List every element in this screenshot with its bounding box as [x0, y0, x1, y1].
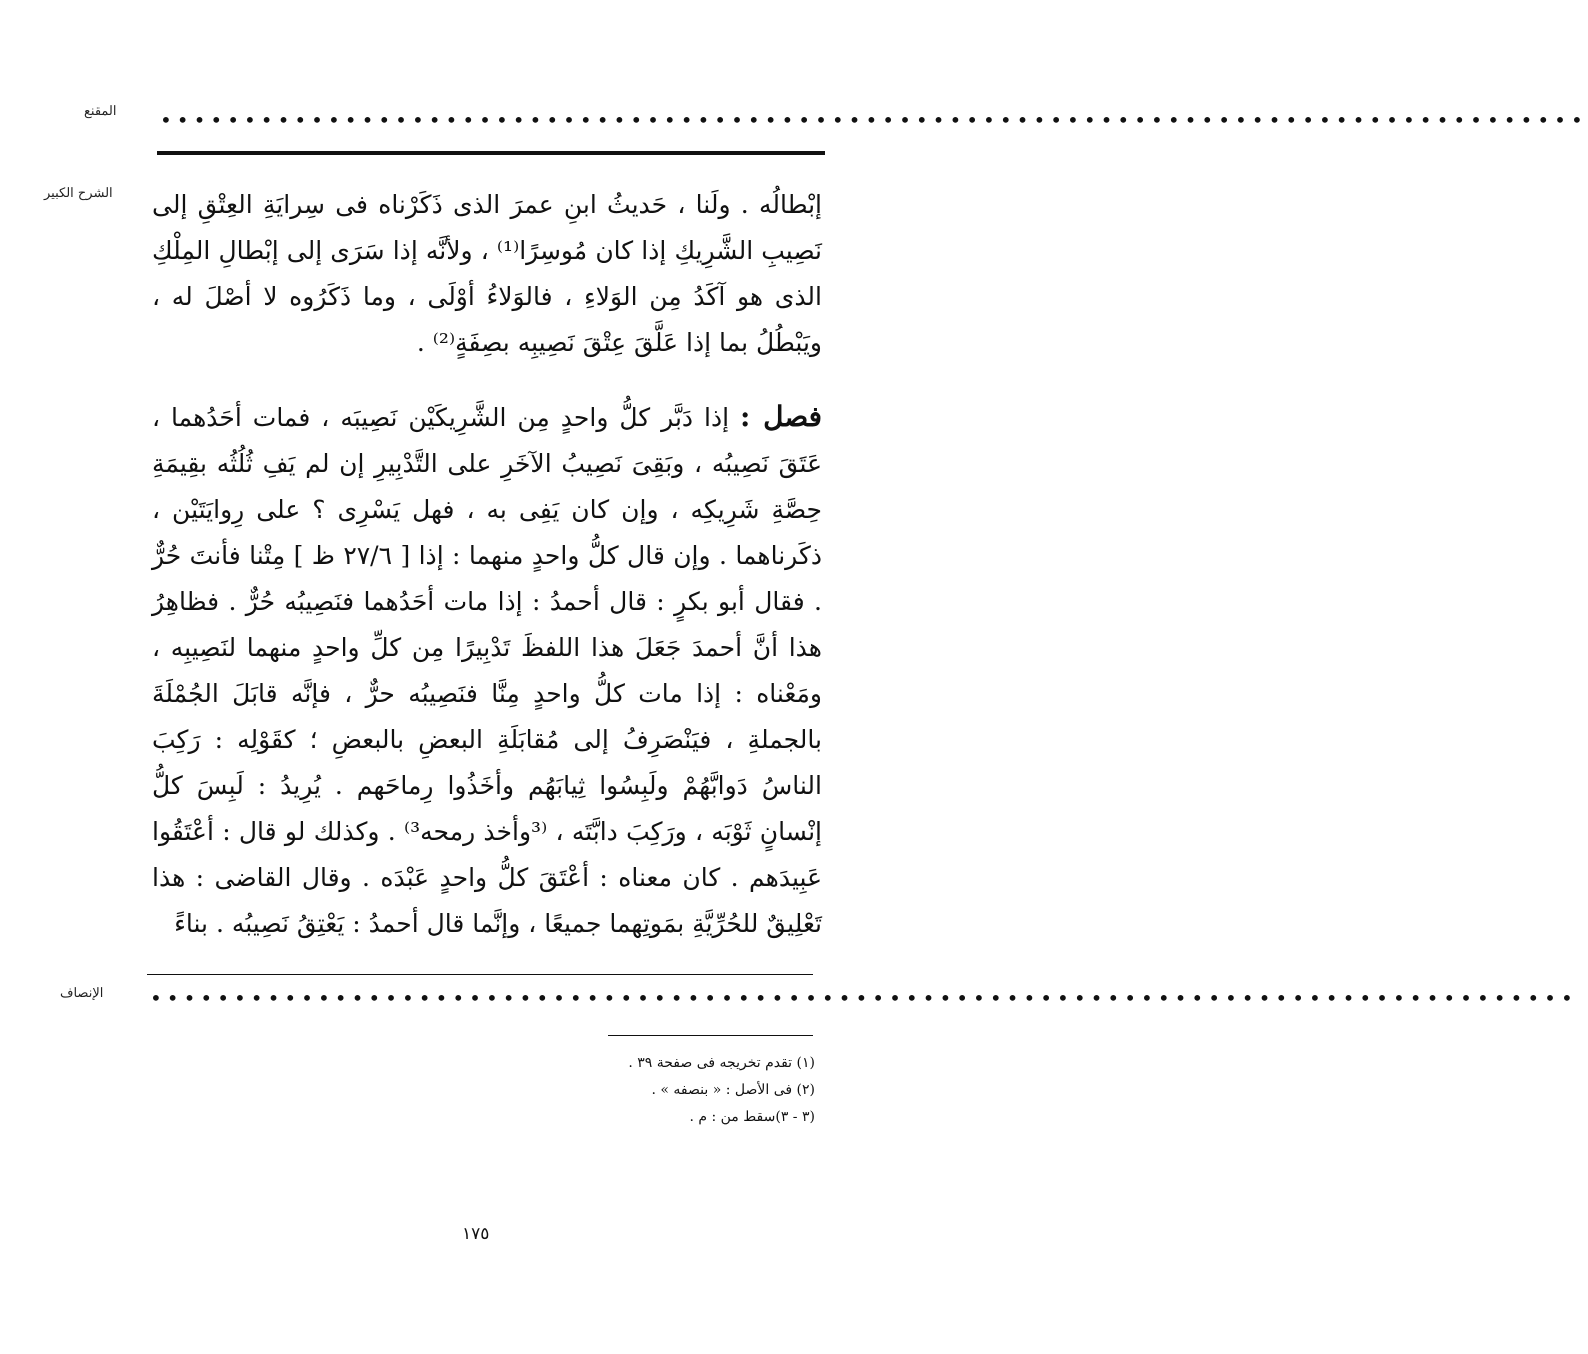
- margin-label-insaf: الإنصاف: [60, 986, 104, 1001]
- page-number: ١٧٥: [462, 1224, 490, 1244]
- section-heading-fasl: فصل :: [740, 400, 822, 433]
- main-text: [152, 182, 822, 947]
- paragraph-1-text: إبْطالُه . ولَنا ، حَديثُ ابنِ عمرَ الذى ذَكَرْناه فى سِرايَةِ العِتْقِ إلى نَصِيبِ الشَّرِيكِ إذا كان مُوسِرًا⁽¹⁾ ، ولأنَّه إذا سَرَى إلى إبْطالِ المِلْكِ الذى هو آكَدُ مِن الوَلاءِ ، فالوَلاءُ أوْلَى ، وما ذَكَرُوه لا أصْلَ له ، ويَبْطُلُ بما إذا عَلَّقَ عِتْقَ نَصِيبِه بصِفَةٍ⁽²⁾ .: [152, 190, 822, 357]
- dotted-separator-top: •••••••••••••••••••••••••••••••••••••••••••••••••••••••••••••••••••••••••••••••••••••: [160, 108, 1588, 132]
- dotted-separator-bottom: •••••••••••••••••••••••••••••••••••••••••••••••••••••••••••••••••••••••••••••••••••••: [150, 986, 1578, 1010]
- paragraph-2: [152, 394, 822, 947]
- paragraph-1: [152, 182, 822, 366]
- main-text-bottom-rule: [147, 974, 813, 975]
- margin-label-sharh-kabir: الشرح الكبير: [44, 186, 113, 201]
- footnote-1: (١) تقدم تخريجه فى صفحة ٣٩ .: [628, 1055, 815, 1071]
- footnotes: [560, 1050, 815, 1131]
- header-rule: [157, 151, 825, 155]
- footnote-2: (٢) فى الأصل : « بنصفه » .: [651, 1082, 815, 1098]
- margin-label-muqni: المقنع: [84, 104, 117, 119]
- footnote-3: (٣ - ٣)سقط من : م .: [689, 1109, 815, 1125]
- paragraph-2-text: إذا دَبَّر كلُّ واحدٍ مِن الشَّرِيكَيْن نَصِيبَه ، فمات أحَدُهما ، عَتَقَ نَصِيبُه ، وبَقِىَ نَصِيبُ الآخَرِ على التَّدْبِيرِ إن لم يَفِ ثُلُثُه بقِيمَةِ حِصَّةِ شَرِيكِه ، وإن كان يَفِى به ، فهل يَسْرِى ؟ على رِوايَتَيْن ، ذكَرناهما . وإن قال كلُّ واحدٍ منهما : إذا [ ٢٧/٦ ظ ] مِتْنا فأنتَ حُرٌّ . فقال أبو بكرٍ : قال أحمدُ : إذا مات أحَدُهما فنَصِيبُه حُرٌّ . فظاهِرُ هذا أنَّ أحمدَ جَعَلَ هذا اللفظَ تَدْبِيرًا مِن كلِّ واحدٍ منهما لنَصِيبِه ، ومَعْناه : إذا مات كلُّ واحدٍ مِنَّا فنَصِيبُه حرٌّ ، فإنَّه قابَلَ الجُمْلَةَ بالجملةِ ، فيَنْصَرِفُ إلى مُقابَلَةِ البعضِ بالبعضِ ؛ كقَوْلِه : رَكِبَ الناسُ دَوابَّهُمْ ولَبِسُوا ثِيابَهُم وأخَذُوا رِماحَهم . يُرِيدُ : لَبِسَ كلُّ إنْسانٍ ثَوْبَه ، ورَكِبَ دابَّتَه ، ⁽³وأخذ رمحه³⁾ . وكذلك لو قال : أعْتَقُوا عَبِيدَهم . كان معناه : أعْتَقَ كلُّ واحدٍ عَبْدَه . وقال القاضى : هذا تَعْلِيقٌ للحُرِّيَّةِ بمَوتِهما جميعًا ، وإنَّما قال أحمدُ : يَعْتِقُ نَصِيبُه . بناءً: [152, 403, 822, 938]
- footnote-rule: [608, 1035, 813, 1036]
